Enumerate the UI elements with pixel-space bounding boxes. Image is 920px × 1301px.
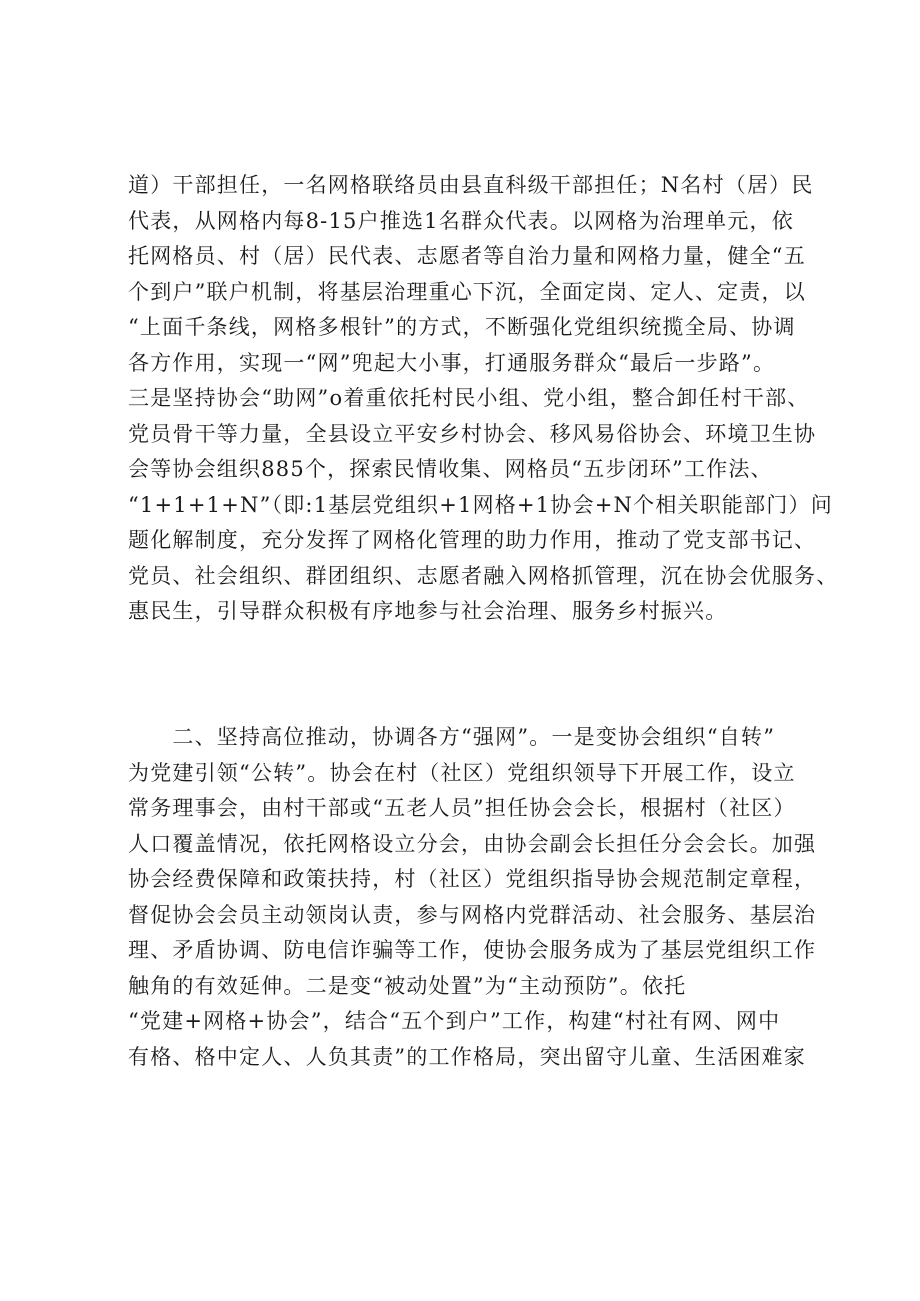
text-line: 托网格员、村（居）民代表、志愿者等自治力量和网格力量，健全“五 <box>128 244 806 268</box>
text-line: 触角的有效延伸。二是变“被动处置”为“主动预防”。依托 <box>128 973 687 998</box>
text-line: “1+1+1+N”（即:1基层党组织+1网格+1协会+N个相关职能部门）问 <box>128 492 833 517</box>
text-line: 题化解制度，充分发挥了网格化管理的助力作用，推动了党支部书记、 <box>128 528 817 552</box>
text-line: 为党建引领“公转”。协会在村（社区）党组织领导下开展工作，设立 <box>128 760 796 785</box>
text-line: 人口覆盖情况，依托网格设立分会，由协会副会长担任分会会长。加强 <box>128 831 817 856</box>
text-line: 常务理事会，由村干部或“五老人员”担任协会会长，根据村（社区） <box>128 796 796 820</box>
text-line: 党员骨干等力量，全县设立平安乡村协会、移风易俗协会、环境卫生协 <box>128 421 817 446</box>
text-line: 有格、格中定人、人负其责”的工作格局，突出留守儿童、生活困难家 <box>128 1044 806 1069</box>
paragraph-1 <box>128 168 839 630</box>
text-line: 代表，从网格内每8-15户推选1名群众代表。以网格为治理单元，依 <box>128 208 794 233</box>
text-line: “党建+网格+协会”，结合“五个到户”工作，构建“村社有网、网中 <box>128 1009 781 1033</box>
text-line: 协会经费保障和政策扶持，村（社区）党组织指导协会规范制定章程， <box>128 867 817 891</box>
text-line: 个到户”联户机制，将基层治理重心下沉，全面定岗、定人、定责，以 <box>128 279 806 304</box>
text-line: 理、矛盾协调、防电信诈骗等工作，使协会服务成为了基层党组织工作 <box>128 938 817 962</box>
paragraph-2 <box>128 720 817 1075</box>
text-line: 党员、社会组织、群团组织、志愿者融入网格抓管理，沉在协会优服务、 <box>128 563 839 588</box>
text-line: “上面千条线，网格多根针”的方式，不断强化党组织统揽全局、协调 <box>128 315 796 339</box>
text-line: 二、坚持高位推动，协调各方“强网”。一是变协会组织“自转” <box>128 725 776 749</box>
text-line: 会等协会组织885个，探索民情收集、网格员“五步闭环”工作法、 <box>128 457 773 481</box>
text-line: 三是坚持协会“助网”o着重依托村民小组、党小组，整合卸任村干部、 <box>128 386 810 410</box>
text-line: 道）干部担任，一名网格联络员由县直科级干部担任；N名村（居）民 <box>128 173 814 197</box>
text-line: 督促协会会员主动领岗认责，参与网格内党群活动、社会服务、基层治 <box>128 902 817 927</box>
text-line: 各方作用，实现一“网”兜起大小事，打通服务群众“最后一步路”。 <box>128 350 776 375</box>
text-line: 惠民生，引导群众积极有序地参与社会治理、服务乡村振兴。 <box>128 599 728 623</box>
